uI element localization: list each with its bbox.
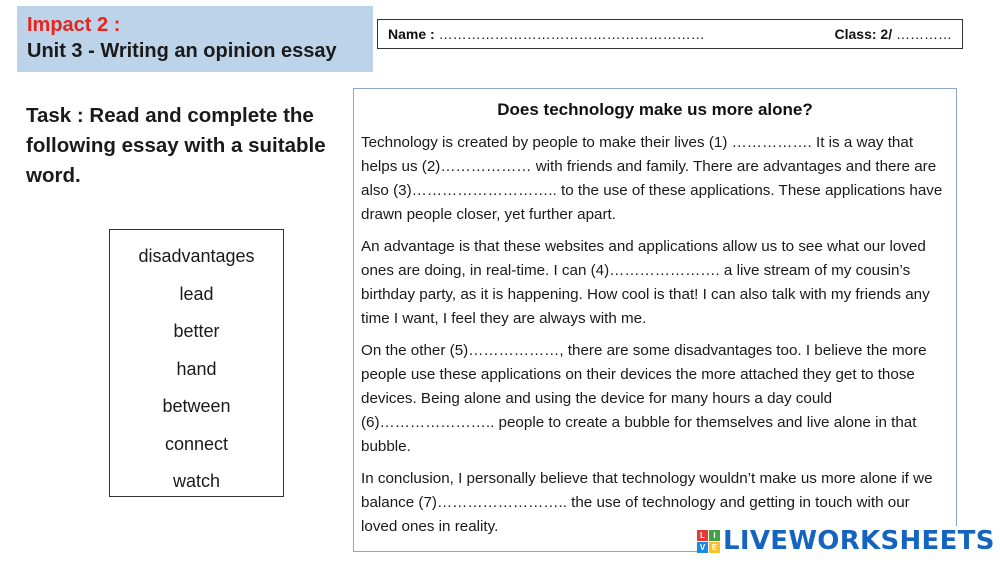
word-bank-item[interactable]: disadvantages — [138, 246, 255, 266]
logo-text: LIVEWORKSHEETS — [723, 526, 995, 556]
essay-title: Does technology make us more alone? — [497, 100, 813, 119]
name-dots: ………………………………………………… — [438, 26, 705, 42]
task-instruction: Task : Read and complete the following essay with a suitable word. — [26, 104, 326, 187]
word-bank-item[interactable]: connect — [164, 433, 229, 454]
name-field[interactable] — [388, 26, 705, 42]
word-bank-item[interactable]: better — [173, 321, 220, 341]
word-bank-item[interactable]: between — [162, 396, 231, 416]
name-label: Name : — [388, 26, 435, 42]
logo-mark-icon — [697, 530, 720, 553]
header-title: Unit 3 - Writing an opinion essay — [27, 40, 337, 62]
essay-paragraph-4: In conclusion, I personally believe that technology wouldn’t make us more alone if we balance (7)…………………….. the use of technology and getting in touch with our loved ones in reality. — [361, 470, 933, 535]
word-bank — [109, 229, 284, 497]
logo-mark-letter: E — [709, 542, 720, 553]
class-field[interactable] — [835, 26, 952, 42]
liveworksheets-logo — [697, 526, 999, 556]
word-bank-item[interactable]: watch — [172, 471, 221, 491]
essay-paragraph-1: Technology is created by people to make their lives (1) ……………. It is a way that helps us (2)……………… with friends and family. There are advantages and there are also (3)……………………….. to the use of these applications. These applications have drawn people closer, yet further apart. — [361, 134, 943, 223]
essay-box — [353, 88, 957, 552]
student-info-box — [377, 19, 963, 49]
logo-mark-letter: I — [709, 530, 720, 541]
essay-paragraph-3: On the other (5)………………, there are some disadvantages too. I believe the more people use these applications on their devices the more attached they get to those devices. Being alone and using the device for many hours a day could (6)………………….. people to create a bubble for themselves and live alone in that bubble. — [361, 342, 927, 455]
header-banner — [17, 6, 373, 72]
class-dots: ………… — [896, 26, 952, 42]
header-subtitle: Impact 2 : — [27, 14, 121, 36]
class-label: Class: 2/ — [834, 26, 893, 42]
word-bank-item[interactable]: lead — [179, 283, 214, 304]
essay-paragraph-2: An advantage is that these websites and applications allow us to see what our loved ones are doing, in real-time. I can (4)…………………. a live stream of my cousin’s birthday party, as it is happening. How cool is that! I can also talk with my friends any time I want, I feel they are always with me. — [361, 238, 930, 327]
word-bank-item[interactable]: hand — [176, 358, 217, 379]
logo-mark-letter: V — [697, 542, 708, 553]
logo-mark-letter: L — [697, 530, 708, 541]
